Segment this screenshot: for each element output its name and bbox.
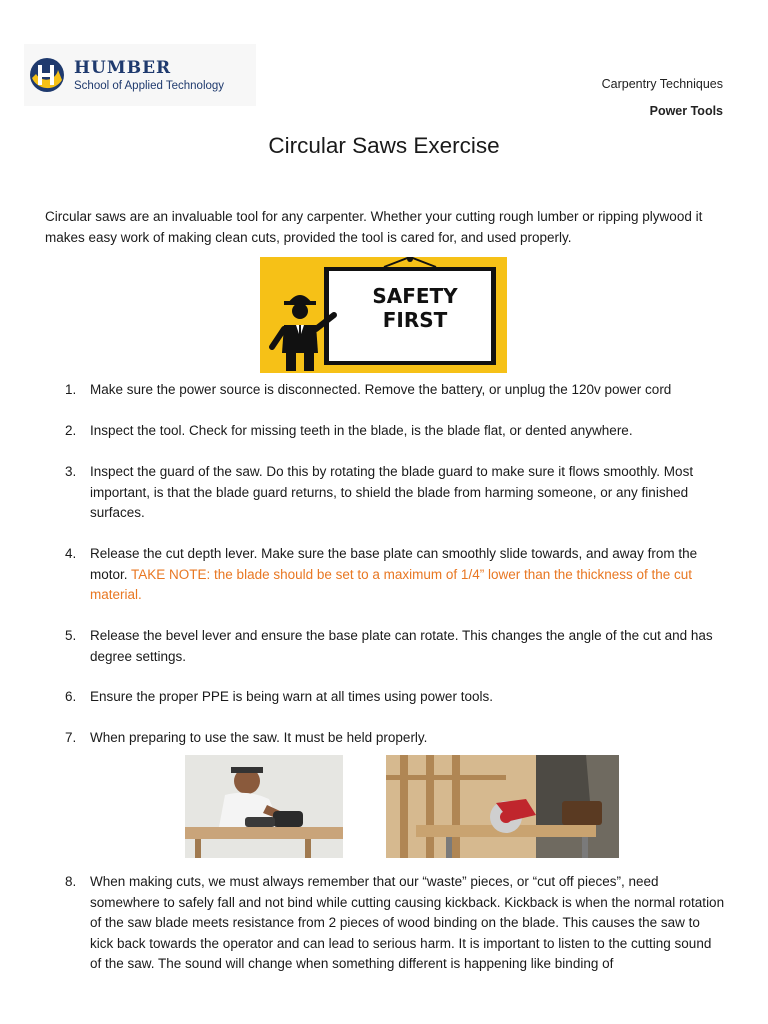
step-number: 1. [65,382,77,397]
photo-worker-cutting-board [386,755,619,858]
step-number: 2. [65,423,77,438]
step-text: Inspect the guard of the saw. Do this by rotating the blade guard to make sure it flows smoothly. Most important, is that the blade guard returns, to shield the blade from harming someone, or any finished surfaces. [90,464,694,520]
step-number: 5. [65,628,77,643]
step-number: 6. [65,689,77,704]
list-item [65,687,725,708]
safety-sign-line1: SAFETY [372,284,458,308]
step-text-container [90,544,725,606]
list-item [65,728,725,749]
step-text: Release the bevel lever and ensure the base plate can rotate. This changes the angle of the cut and has degree settings. [90,628,713,664]
safety-first-illustration [260,257,507,373]
step-text: Inspect the tool. Check for missing teeth in the blade, is the blade flat, or dented anywhere. [90,423,633,438]
step-text: Ensure the proper PPE is being warn at all times using power tools. [90,689,493,704]
course-name: Carpentry Techniques [601,77,723,91]
list-item [65,462,725,524]
step-text: Release the cut depth lever. Make sure the base plate can smoothly slide towards, and away from the motor. [90,546,698,582]
step-number: 7. [65,730,77,745]
list-item [65,421,725,442]
list-item [65,626,725,667]
step-number: 3. [65,464,77,479]
step-number: 8. [65,874,77,889]
humber-logo [24,44,256,106]
step-text: When preparing to use the saw. It must be held properly. [90,730,428,745]
list-item [65,380,725,401]
list-item [65,872,725,975]
humber-h-logo-icon [28,56,66,94]
safety-sign-line2: FIRST [382,308,448,332]
logo-name: HUMBER [74,58,172,78]
take-note-text: TAKE NOTE: the blade should be set to a maximum of 1/4” lower than the thickness of the cut material. [90,566,693,602]
step-text: Make sure the power source is disconnected. Remove the battery, or unplug the 120v power cord [90,382,672,397]
intro-paragraph: Circular saws are an invaluable tool for any carpenter. Whether your cutting rough lumber or ripping plywood it makes easy work of making clean cuts, provided the tool is cared for, and used properly. [45,209,703,245]
unit-name: Power Tools [649,104,723,118]
step-text: When making cuts, we must always remember that our “waste” pieces, or “cut off pieces”, need somewhere to safely fall and not bind while cutting causing kickback. Kickback is when the normal rotation of the saw blade meets resistance from 2 pieces of wood binding on the blade. This causes the saw to kick back towards the operator and can lead to serious harm. It is important to listen to the cutting sound of the saw. The sound will change when something different is happening like binding of [90,874,725,971]
list-item [65,544,725,606]
page-title: Circular Saws Exercise [268,133,500,158]
logo-school: School of Applied Technology [74,80,225,92]
photo-man-using-saw [185,755,343,858]
step-number: 4. [65,546,77,561]
